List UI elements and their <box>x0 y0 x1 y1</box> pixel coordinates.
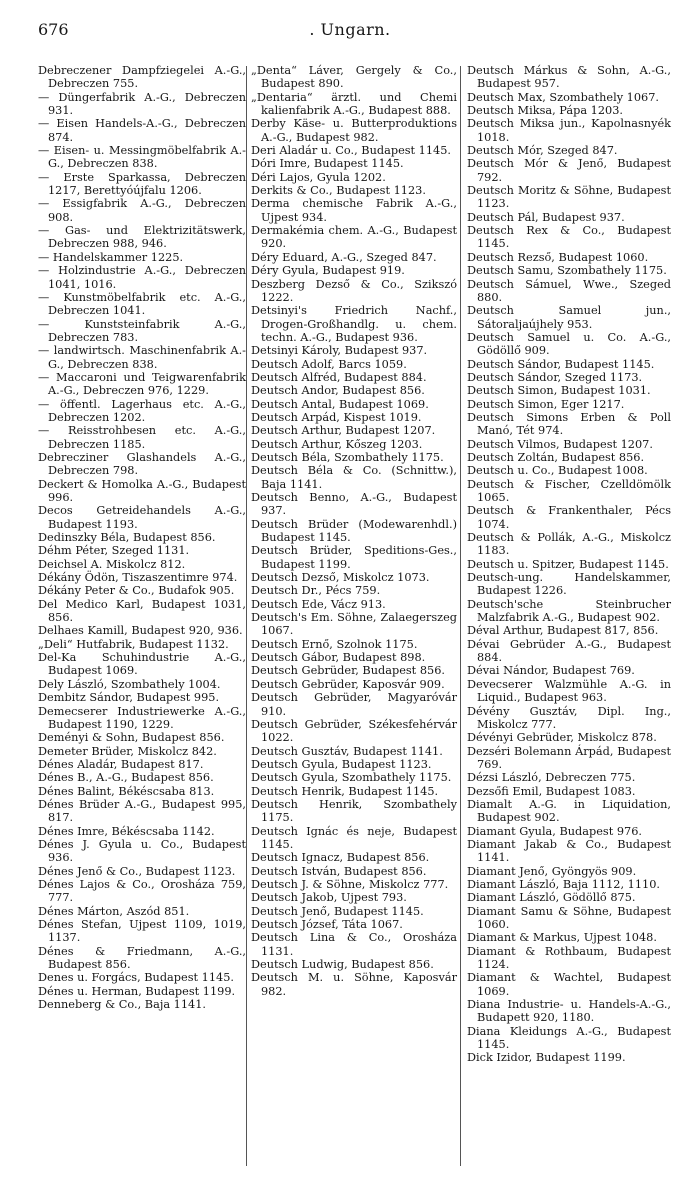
directory-entry: Derby Käse- u. Butterproduktions A.-G., Budapest 982. <box>251 117 457 144</box>
directory-entry: Deutsch Alfréd, Budapest 884. <box>251 370 427 384</box>
directory-entry: Dick Izidor, Budapest 1199. <box>467 1051 626 1065</box>
directory-entry: Deutsch Béla & Co. (Schnittw.), Baja 1141. <box>251 464 457 491</box>
directory-entry: Derkits & Co., Budapest 1123. <box>251 184 426 198</box>
directory-entry: Deutsch Benno, A.-G., Budapest 937. <box>251 491 457 518</box>
directory-entry: Deutsch Samuel u. Co. A.-G., Gödöllő 909. <box>467 330 671 358</box>
directory-entry: Debrecziner Glashandels A.-G., Debreczen 798. <box>38 450 246 478</box>
directory-entry: Decos Getreidehandels A.-G., Budapest 1193. <box>38 504 246 531</box>
directory-entry: Deutsch Andor, Budapest 856. <box>251 384 425 398</box>
directory-entry: Detsinyi's Friedrich Nachf., Drogen-Großhandlg. u. chem. techn. A.-G., Budapest 936. <box>251 304 457 344</box>
directory-entry: Dezsőfi Emil, Budapest 1083. <box>467 784 636 798</box>
directory-entry: Dékány Peter & Co., Budafok 905. <box>38 584 235 598</box>
directory-entry: Deutsch Simon, Budapest 1031. <box>467 384 651 398</box>
directory-entry: Denes u. Forgács, Budapest 1145. <box>38 971 234 985</box>
directory-entry: Deutsch u. Co., Budapest 1008. <box>467 464 648 478</box>
directory-entry: Deutsch Jenő, Budapest 1145. <box>251 904 424 918</box>
column-left <box>38 64 246 1011</box>
directory-entry: Diana Industrie- u. Handels-A.-G., Budapett 920, 1180. <box>467 998 671 1025</box>
directory-entry: Deutsch Pál, Budapest 937. <box>467 210 625 224</box>
directory-entry: Diamant Jakab & Co., Budapest 1141. <box>467 837 671 865</box>
directory-entry: Deri Aladár u. Co., Budapest 1145. <box>251 144 452 158</box>
directory-entry: Deutsch Brüder (Modewarenhdl.) Budapest 1145. <box>251 517 457 545</box>
directory-entry: Dembitz Sándor, Budapest 995. <box>38 691 220 705</box>
directory-entry: — Kunststeinfabrik A.-G., Debreczen 783. <box>38 317 246 344</box>
directory-entry: Diamant & Rothbaum, Budapest 1124. <box>467 944 671 972</box>
directory-entry: Deutsch Henrik, Szombathely 1175. <box>251 797 457 825</box>
directory-entry: Deutsch József, Táta 1067. <box>251 918 403 931</box>
directory-entry: — Eisen- u. Messingmöbelfabrik A.-G., Debreczen 838. <box>38 144 246 171</box>
page-number: 676 <box>38 20 69 39</box>
directory-entry: Deutsch Mór & Jenő, Budapest 792. <box>467 157 671 184</box>
directory-entry: Deutsch'sche Steinbrucher Malzfabrik A.-G., Budapest 902. <box>467 597 671 625</box>
directory-entry: Diamant & Markus, Ujpest 1048. <box>467 931 657 945</box>
directory-entry: Dénes Stefan, Ujpest 1109, 1019, 1137. <box>38 918 246 945</box>
directory-entry: Dely László, Szombathely 1004. <box>38 677 221 691</box>
directory-entry: Debreczener Dampfziegelei A.-G., Debreczen 755. <box>38 64 246 91</box>
directory-entry: Deutsch Dr., Pécs 759. <box>251 584 381 598</box>
directory-entry: Deutsch Sándor, Szeged 1173. <box>467 370 643 384</box>
directory-entry: Deutsch Arthur, Budapest 1207. <box>251 424 436 438</box>
directory-entry: — Handelskammer 1225. <box>38 250 184 264</box>
directory-entry: Dénes J. Gyula u. Co., Budapest 936. <box>38 837 246 865</box>
directory-entry: Dénes Balint, Békéscsaba 813. <box>38 784 215 798</box>
directory-entry: Deutsch u. Spitzer, Budapest 1145. <box>467 557 669 571</box>
directory-entry: Dévény Gusztáv, Dipl. Ing., Miskolcz 777. <box>467 704 671 731</box>
directory-entry: Dénes u. Herman, Budapest 1199. <box>38 984 236 998</box>
directory-entry: Demeter Brüder, Miskolcz 842. <box>38 744 217 758</box>
directory-entry: Déry Eduard, A.-G., Szeged 847. <box>251 250 437 264</box>
directory-entry: — Holzindustrie A.-G., Debreczen 1041, 1016. <box>38 264 246 291</box>
directory-entry: Dermakémia chem. A.-G., Budapest 920. <box>251 224 457 251</box>
directory-entry: Dedinszky Béla, Budapest 856. <box>38 531 216 545</box>
directory-entry: „Deli“ Hutfabrik, Budapest 1132. <box>38 637 229 651</box>
directory-entry: Deutsch Gyula, Budapest 1123. <box>251 757 432 771</box>
directory-entry: Déhm Péter, Szeged 1131. <box>38 544 190 558</box>
directory-entry: Deutsch Gebrüder, Székesfehérvár 1022. <box>251 717 457 745</box>
directory-entry: Deutsch Sándor, Budapest 1145. <box>467 357 655 371</box>
directory-entry: Dóri Imre, Budapest 1145. <box>251 157 404 171</box>
directory-entry: Deckert & Homolka A.-G., Budapest 996. <box>38 477 246 504</box>
directory-entry: Dévényi Gebrüder, Miskolcz 878. <box>467 731 657 745</box>
directory-entry: Deutsch Gebrüder, Kaposvár 909. <box>251 677 445 691</box>
directory-entry: Deutsch Henrik, Budapest 1145. <box>251 784 439 798</box>
directory-entry: Deutsch Ede, Vácz 913. <box>251 597 386 611</box>
directory-entry: Diamalt A.-G. in Liquidation, Budapest 902. <box>467 797 671 825</box>
directory-entry: Delhaes Kamill, Budapest 920, 936. <box>38 624 243 638</box>
directory-entry: Deutsch Béla, Szombathely 1175. <box>251 450 444 464</box>
directory-entry: Dénes Aladár, Budapest 817. <box>38 757 204 771</box>
directory-entry: Derma chemische Fabrik A.-G., Ujpest 934. <box>251 197 457 224</box>
directory-entry: Deutsch Samu, Szombathely 1175. <box>467 264 667 278</box>
directory-entry: Deutsch Ernő, Szolnok 1175. <box>251 637 418 651</box>
directory-entry: „Denta“ Láver, Gergely & Co., Budapest 890. <box>251 64 457 91</box>
directory-entry: Deutsch Dezső, Miskolcz 1073. <box>251 571 430 585</box>
directory-entry: „Dentaria“ ärztl. und Chemi kalienfabrik A.-G., Budapest 888. <box>251 90 457 118</box>
directory-entry: Diamant Jenő, Gyöngyös 909. <box>467 864 637 878</box>
directory-entry: Deutsch Gebrüder, Budapest 856. <box>251 664 445 678</box>
directory-entry: Deutsch J. & Söhne, Miskolcz 777. <box>251 877 449 891</box>
directory-entry: Deutsch Samuel jun., Sátoraljaújhely 953. <box>467 304 671 331</box>
directory-entry: Demecserer Industriewerke A.-G., Budapest 1190, 1229. <box>38 704 246 731</box>
directory-entry: Deutsch & Frankenthaler, Pécs 1074. <box>467 504 671 531</box>
directory-entry: Diamant Gyula, Budapest 976. <box>467 824 643 838</box>
directory-entry: — landwirtsch. Maschinenfabrik A.-G., Debreczen 838. <box>38 344 246 371</box>
directory-entry: Deutsch's Em. Söhne, Zalaegerszeg 1067. <box>251 611 457 638</box>
directory-entry: — öffentl. Lagerhaus etc. A.-G., Debreczen 1202. <box>38 397 246 424</box>
directory-entry: Deutsch Ignác és neje, Budapest 1145. <box>251 824 457 851</box>
directory-entry: — Kunstmöbelfabrik etc. A.-G., Debreczen 1041. <box>38 290 246 318</box>
directory-entry: — Eisen Handels-A.-G., Debreczen 874. <box>38 117 246 144</box>
directory-entry: Denneberg & Co., Baja 1141. <box>38 998 206 1012</box>
directory-entry: Dékány Ödön, Tiszaszentimre 974. <box>38 571 238 585</box>
directory-entry: Deutsch István, Budapest 856. <box>251 864 427 878</box>
directory-entry: Diamant & Wachtel, Budapest 1069. <box>467 971 671 998</box>
directory-entry: Deutsch Rezső, Budapest 1060. <box>467 250 649 264</box>
directory-entry: Dénes Lajos & Co., Orosháza 759, 777. <box>38 877 246 905</box>
directory-entry: — Reisstrohbesen etc. A.-G., Debreczen 1185. <box>38 424 246 451</box>
directory-entry: Deutsch M. u. Söhne, Kaposvár 982. <box>251 971 457 998</box>
directory-entry: Deutsch Gusztáv, Budapest 1141. <box>251 744 443 758</box>
directory-entry: Deutsch Rex & Co., Budapest 1145. <box>467 224 671 251</box>
directory-entry: Dézsi László, Debreczen 775. <box>467 771 636 785</box>
directory-entry: Deichsel A. Miskolcz 812. <box>38 557 186 571</box>
directory-entry: Dévai Nándor, Budapest 769. <box>467 664 635 678</box>
directory-entry: Deutsch Mór, Szeged 847. <box>467 144 618 158</box>
directory-entry: Diamant Samu & Söhne, Budapest 1060. <box>467 904 671 931</box>
directory-entry: Deutsch Vilmos, Budapest 1207. <box>467 437 653 451</box>
directory-entry: Dezséri Bolemann Árpád, Budapest 769. <box>467 744 671 771</box>
directory-entry: Deményi & Sohn, Budapest 856. <box>38 731 225 745</box>
directory-entry: Deutsch Gyula, Szombathely 1175. <box>251 771 452 785</box>
directory-entry: Dénes B., A.-G., Budapest 856. <box>38 771 214 785</box>
directory-entry: Deutsch Arthur, Kőszeg 1203. <box>251 437 423 451</box>
directory-entry: Deutsch Lina & Co., Orosháza 1131. <box>251 931 457 958</box>
directory-entry: Deutsch & Pollák, A.-G., Miskolcz 1183. <box>467 531 671 558</box>
directory-entry: — Düngerfabrik A.-G., Debreczen 931. <box>38 90 246 118</box>
directory-entry: Deutsch Gábor, Budapest 898. <box>251 651 426 665</box>
directory-entry: Detsinyi Károly, Budapest 937. <box>251 344 428 358</box>
directory-entry: Dévai Gebrüder A.-G., Budapest 884. <box>467 637 671 665</box>
directory-entry: Deutsch & Fischer, Czelldömölk 1065. <box>467 477 671 504</box>
directory-entry: Diamant László, Gödöllő 875. <box>467 891 636 905</box>
directory-entry: Déri Lajos, Gyula 1202. <box>251 170 386 184</box>
directory-entry: — Essigfabrik A.-G., Debreczen 908. <box>38 197 246 224</box>
directory-entry: Deutsch Adolf, Barcs 1059. <box>251 357 407 371</box>
column-right <box>467 64 671 1065</box>
directory-entry: Dénes Brüder A.-G., Budapest 995, 817. <box>38 797 246 825</box>
directory-entry: Dénes Imre, Békéscsaba 1142. <box>38 824 215 838</box>
directory-entry: Deutsch Sámuel, Wwe., Szeged 880. <box>467 277 671 304</box>
directory-entry: Deutsch Ludwig, Budapest 856. <box>251 958 434 972</box>
directory-entry: — Maccaroni und Teigwarenfabrik A.-G., Debreczen 976, 1229. <box>38 370 246 398</box>
directory-entry: Déval Arthur, Budapest 817, 856. <box>467 624 659 638</box>
directory-entry: Deutsch Miksa, Pápa 1203. <box>467 104 624 118</box>
directory-entry: Deutsch Simons Erben & Poll Manó, Tét 974. <box>467 410 671 438</box>
column-middle <box>251 64 457 998</box>
directory-entry: Deutsch Jakob, Ujpest 793. <box>251 891 407 905</box>
running-head: . Ungarn. <box>309 20 391 39</box>
directory-entry: Dénes & Friedmann, A.-G., Budapest 856. <box>38 944 246 972</box>
directory-entry: Deutsch Moritz & Söhne, Budapest 1123. <box>467 184 671 211</box>
column-divider <box>246 66 247 1166</box>
directory-entry: Deutsch Zoltán, Budapest 856. <box>467 450 645 464</box>
directory-entry: Deutsch Márkus & Sohn, A.-G., Budapest 957. <box>467 64 671 91</box>
directory-entry: Deutsch Brüder, Speditions-Ges., Budapest 1199. <box>251 544 457 571</box>
directory-entry: Déry Gyula, Budapest 919. <box>251 264 405 278</box>
directory-entry: — Erste Sparkassa, Debreczen 1217, Berettyóújfalu 1206. <box>38 170 246 198</box>
directory-entry: Deutsch Antal, Budapest 1069. <box>251 397 429 411</box>
directory-entry: Deutsch Max, Szombathely 1067. <box>467 90 660 104</box>
directory-entry: Del-Ka Schuhindustrie A.-G., Budapest 1069. <box>38 651 246 678</box>
directory-entry: Deszberg Dezső & Co., Szikszó 1222. <box>251 277 457 304</box>
directory-entry: Deutsch Simon, Eger 1217. <box>467 397 625 411</box>
directory-entry: Deutsch Arpád, Kispest 1019. <box>251 410 422 424</box>
directory-entry: Deutsch Miksa jun., Kapolnasnyék 1018. <box>467 117 671 144</box>
directory-entry: Deutsch Ignacz, Budapest 856. <box>251 851 430 865</box>
directory-entry: Diamant László, Baja 1112, 1110. <box>467 877 660 891</box>
directory-entry: Del Medico Karl, Budapest 1031, 856. <box>38 597 246 625</box>
directory-entry: Deutsch Gebrüder, Magyaróvár 910. <box>251 691 457 718</box>
directory-entry: Diana Kleidungs A.-G., Budapest 1145. <box>467 1024 671 1052</box>
directory-entry: Dénes Márton, Aszód 851. <box>38 904 190 918</box>
directory-entry: Devecserer Walzmühle A.-G. in Liquid., Budapest 963. <box>467 677 671 705</box>
directory-entry: — Gas- und Elektrizitätswerk, Debreczen 988, 946. <box>38 224 246 251</box>
directory-entry: Dénes Jenő & Co., Budapest 1123. <box>38 864 236 878</box>
column-divider <box>460 66 461 1166</box>
directory-entry: Deutsch-ung. Handelskammer, Budapest 1226. <box>467 571 671 598</box>
